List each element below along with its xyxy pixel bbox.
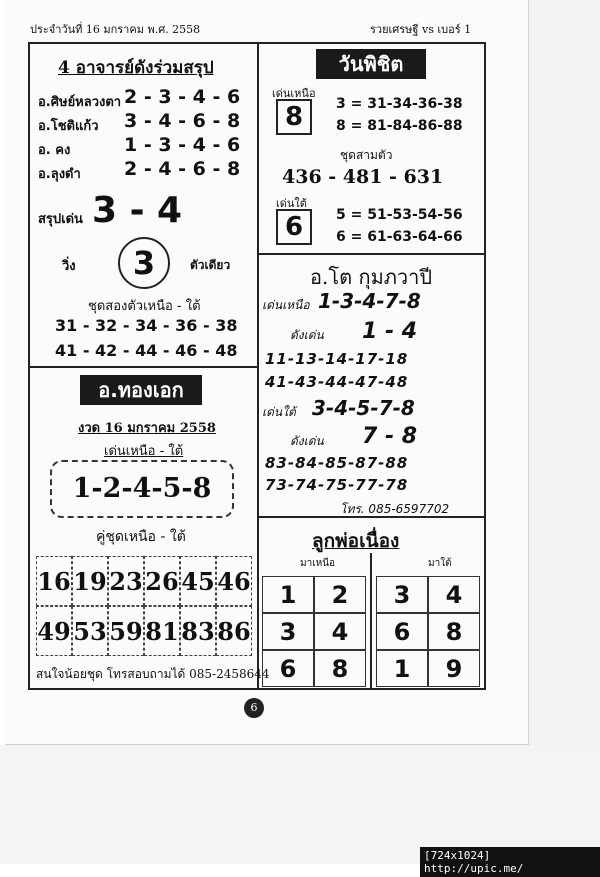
grid-cell: 23 [108,556,144,606]
south-digit: 6 [276,209,312,245]
grid-cell: 9 [428,650,480,687]
grid-cell: 59 [108,606,144,656]
master-name: อ.ลุงดำ [38,167,81,182]
p3-star2-label: ดังเด่น [290,434,324,448]
p4-main-numbers: 1-2-4-5-8 [50,460,234,518]
grid-cell: 4 [314,613,366,650]
north-digit: 8 [276,99,312,135]
left-divider [28,366,259,368]
run-label: วิ่ง [62,259,76,274]
p3-north-value: 1-3-4-7-8 [318,289,421,313]
p3-south-value: 3-4-5-7-8 [312,396,415,420]
master-name: อ.โชติแก้ว [38,119,99,134]
summary-label: สรุปเด่น [38,212,83,227]
panel3-title: อ.โต กุมภวาปี [310,265,433,289]
pair-line-2: 41 - 42 - 44 - 46 - 48 [55,341,238,360]
p5-divider [370,553,372,688]
panel2-title: วันพิชิต [316,49,426,79]
grid-cell: 6 [262,650,314,687]
north-line-1: 3 = 31-34-36-38 [336,96,463,112]
grid-cell: 45 [180,556,216,606]
p3-south-label: เด่นใต้ [262,405,296,419]
pair-label: ชุดสองตัวเหนือ - ใต้ [88,299,201,314]
grid-cell: 19 [72,556,108,606]
south-line-2: 6 = 61-63-64-66 [336,229,463,245]
p3-star1-value: 1 - 4 [362,319,418,344]
grid-cell: 49 [36,606,72,656]
p3-star2-value: 7 - 8 [362,424,418,449]
south-line-1: 5 = 51-53-54-56 [336,207,463,223]
panel1-title: 4 อาจารย์ดังร่วมสรุป [58,58,214,78]
master-numbers: 3 - 4 - 6 - 8 [124,110,241,132]
panel5-title: ลูกพ่อเนื่อง [312,530,400,552]
master-numbers: 2 - 3 - 4 - 6 [124,86,241,108]
header-publication: รวยเศรษฐี vs เบอร์ 1 [370,23,472,36]
grid-cell: 3 [376,576,428,613]
north-line-2: 8 = 81-84-86-88 [336,118,463,134]
p4-date: งวด 16 มกราคม 2558 [78,421,216,436]
p3-star1-label: ดังเด่น [290,328,324,342]
p3-line-3: 83-84-85-87-88 [265,454,409,472]
run-digit: 3 [118,237,170,289]
p3-phone: โทร. 085-6597702 [340,502,450,516]
grid-cell: 26 [144,556,180,606]
three-value: 436 - 481 - 631 [282,166,444,188]
master-name: อ. คง [38,143,71,158]
grid-cell: 4 [428,576,480,613]
grid-cell: 1 [262,576,314,613]
master-numbers: 2 - 4 - 6 - 8 [124,158,241,180]
three-label: ชุดสามตัว [340,148,393,162]
summary-value: 3 - 4 [92,190,183,231]
grid-cell: 1 [376,650,428,687]
single-label: ตัวเดียว [190,258,231,272]
grid-cell: 8 [314,650,366,687]
pair-line-1: 31 - 32 - 34 - 36 - 38 [55,316,238,335]
image-watermark: [724x1024] http://upic.me/ [420,847,600,877]
grid-cell: 83 [180,606,216,656]
p3-north-label: เด่นเหนือ [262,298,310,312]
master-name: อ.ศิษย์หลวงตา [38,95,122,110]
p5-left-label: มาเหนือ [300,558,336,569]
p3-line-1: 11-13-14-17-18 [265,350,409,368]
grid-cell: 81 [144,606,180,656]
grid-cell: 16 [36,556,72,606]
grid-cell: 8 [428,613,480,650]
master-numbers: 1 - 3 - 4 - 6 [124,134,241,156]
p5-right-label: มาใต้ [428,558,452,569]
p4-pair-label: คู่ชุดเหนือ - ใต้ [96,529,186,545]
north-label: เด่นเหนือ [272,87,316,100]
grid-cell: 46 [216,556,252,606]
grid-cell: 3 [262,613,314,650]
grid-cell: 53 [72,606,108,656]
page-number: 6 [244,698,264,718]
right-divider-1 [257,253,486,255]
p3-line-4: 73-74-75-77-78 [265,476,409,494]
grid-cell: 2 [314,576,366,613]
p3-line-2: 41-43-44-47-48 [265,373,409,391]
p4-sub: เด่นเหนือ - ใต้ [104,444,184,459]
south-label: เด่นใต้ [276,197,307,210]
page-edge [529,0,600,864]
panel4-title: อ.ทองเอก [80,375,202,405]
grid-cell: 6 [376,613,428,650]
grid-cell: 86 [216,606,252,656]
header-date: ประจำวันที่ 16 มกราคม พ.ศ. 2558 [30,23,201,36]
p4-contact: สนใจน้อยชุด โทรสอบถามได้ 085-2458644 [36,667,270,681]
